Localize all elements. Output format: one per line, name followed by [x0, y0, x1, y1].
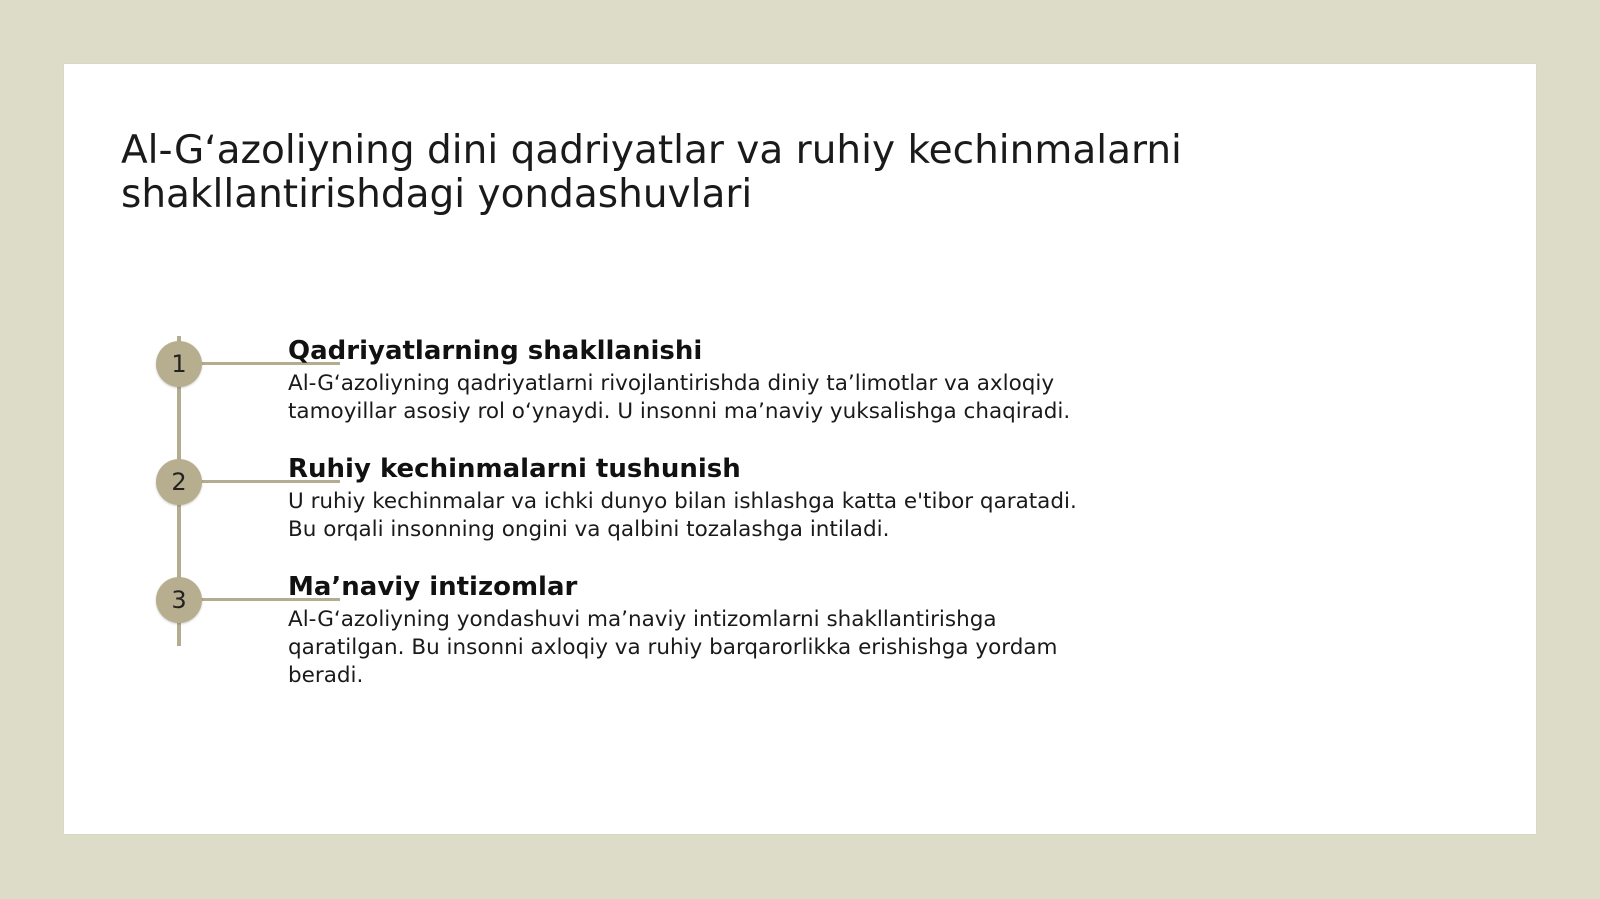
step-text-1: Al-G‘azoliyning qadriyatlarni rivojlantirishda diniy ta’limotlar va axloqiy tamoyillar asosiy rol o‘ynaydi. U insonni ma’naviy yuksalishga chaqiradi.	[288, 371, 1071, 424]
slide-title: Al-G‘azoliyning dini qadriyatlar va ruhiy kechinmalarni shakllantirishdagi yondashuvlari	[121, 128, 1182, 217]
slide-card	[64, 64, 1536, 834]
step-text-3: Al-G‘azoliyning yondashuvi ma’naviy intizomlarni shakllantirishga qaratilgan. Bu insonni axloqiy va ruhiy barqarorlikka erishishga yordam beradi.	[288, 607, 1058, 688]
step-heading-3: Ma’naviy intizomlar	[288, 572, 578, 602]
step-text-2: U ruhiy kechinmalar va ichki dunyo bilan ishlashga katta e'tibor qaratadi. Bu orqali insonning ongini va qalbini tozalashga intiladi.	[288, 489, 1077, 542]
step-badge-1: 1	[156, 341, 202, 387]
step-heading-1: Qadriyatlarning shakllanishi	[288, 336, 703, 366]
step-badge-3: 3	[156, 577, 202, 623]
step-badge-2: 2	[156, 459, 202, 505]
step-heading-2: Ruhiy kechinmalarni tushunish	[288, 454, 741, 484]
